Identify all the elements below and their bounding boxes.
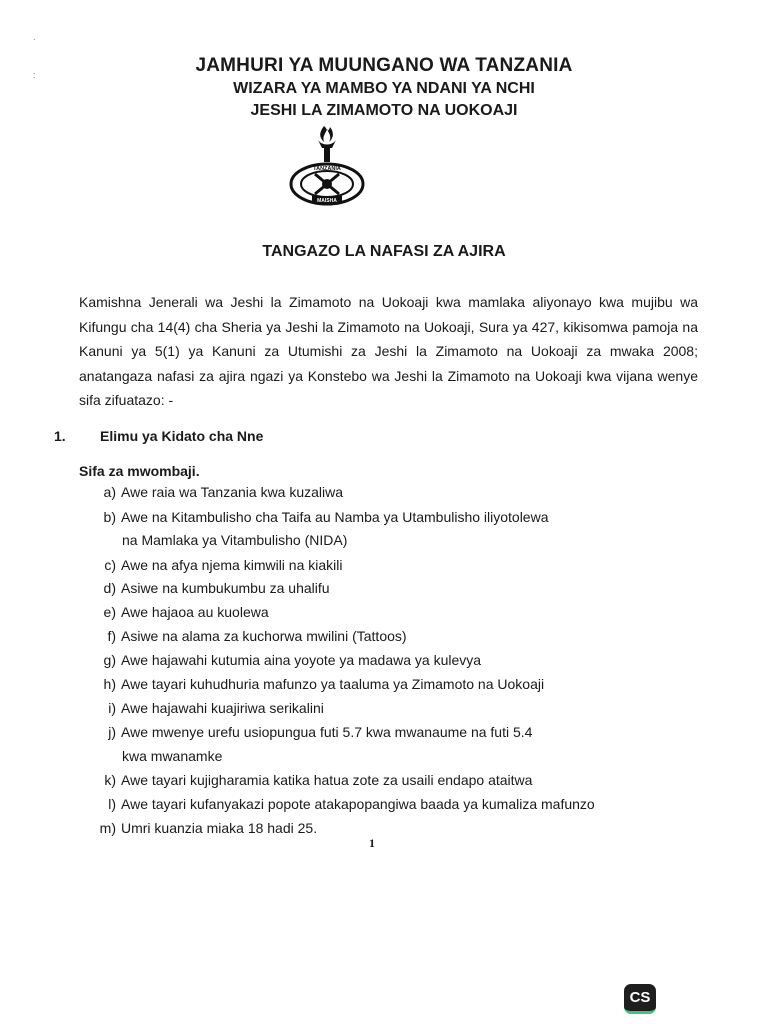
list-marker: h) xyxy=(103,676,116,692)
list-marker: c) xyxy=(104,557,116,573)
list-item-text: Awe mwenye urefu usiopungua futi 5.7 kwa mwanaume na futi 5.4 xyxy=(121,724,533,740)
list-item-text: Awe tayari kujigharamia katika hatua zote za usaili endapo ataitwa xyxy=(121,772,533,788)
list-item-text: Awe hajawahi kuajiriwa serikalini xyxy=(121,700,324,716)
list-item-text: Umri kuanzia miaka 18 hadi 25. xyxy=(121,820,318,836)
list-marker: j) xyxy=(108,724,116,740)
section-title: Elimu ya Kidato cha Nne xyxy=(100,428,264,444)
margin-mark: . xyxy=(33,32,36,42)
list-item xyxy=(79,482,343,502)
list-item xyxy=(79,722,532,742)
list-item xyxy=(79,818,317,838)
list-marker: i) xyxy=(108,700,116,716)
camscanner-logo-icon: CS xyxy=(624,984,656,1014)
list-item xyxy=(79,626,407,646)
list-item-text: Awe raia wa Tanzania kwa kuzaliwa xyxy=(121,484,344,500)
list-item-continuation: na Mamlaka ya Vitambulisho (NIDA) xyxy=(122,532,348,548)
department-title: JESHI LA ZIMAMOTO NA UOKOAJI xyxy=(250,102,518,119)
list-marker: m) xyxy=(99,820,116,836)
list-marker: a) xyxy=(103,484,116,500)
announcement-title: TANGAZO LA NAFASI ZA AJIRA xyxy=(262,243,506,260)
list-item xyxy=(79,794,595,814)
list-item-text: Awe hajaoa au kuolewa xyxy=(121,604,269,620)
emblem-ring-text: TANZANIA xyxy=(313,166,341,172)
list-item-text: Asiwe na alama za kuchorwa mwilini (Tattoos) xyxy=(121,628,407,644)
list-item xyxy=(79,698,324,718)
list-item xyxy=(79,555,343,575)
list-item-text: Awe tayari kuhudhuria mafunzo ya taaluma ya Zimamoto na Uokoaji xyxy=(121,676,545,692)
list-item-text: Awe tayari kufanyakazi popote atakapopangiwa baada ya kumaliza mafunzo xyxy=(121,796,595,812)
list-marker: d) xyxy=(103,580,116,596)
list-marker: e) xyxy=(103,604,116,620)
list-item xyxy=(79,650,481,670)
list-item xyxy=(79,602,269,622)
list-marker: b) xyxy=(103,509,116,525)
list-item xyxy=(79,578,330,598)
list-item xyxy=(79,770,532,790)
ministry-title: WIZARA YA MAMBO YA NDANI YA NCHI xyxy=(233,80,535,97)
list-item-text: Awe na Kitambulisho cha Taifa au Namba ya Utambulisho iliyotolewa xyxy=(121,509,549,525)
requirements-heading: Sifa za mwombaji. xyxy=(79,463,200,479)
list-item-continuation: kwa mwanamke xyxy=(122,748,223,764)
list-marker: k) xyxy=(104,772,116,788)
section-number: 1. xyxy=(54,428,66,444)
list-item-text: Awe hajawahi kutumia aina yoyote ya madawa ya kulevya xyxy=(121,652,482,668)
list-marker: g) xyxy=(103,652,116,668)
document-header xyxy=(0,54,768,122)
list-marker: f) xyxy=(107,628,116,644)
republic-title: JAMHURI YA MUUNGANO WA TANZANIA xyxy=(195,55,573,76)
fire-rescue-emblem-icon xyxy=(282,124,372,208)
intro-paragraph: Kamishna Jenerali wa Jeshi la Zimamoto na Uokoaji kwa mamlaka aliyonayo kwa mujibu wa Kifungu cha 14(4) cha Sheria ya Jeshi la Zimamoto na Uokoaji, Sura ya 427, kikisomwa pamoja na Kanuni ya 5(1) ya Kanuni za Utumishi za Jeshi la Zimamoto na Uokoaji za mwaka 2008; anatangaza nafasi za ajira ngazi ya Konstebo wa Jeshi la Zimamoto na Uokoaji kwa vijana wenye sifa zifuatazo: - xyxy=(79,294,698,408)
list-item-text: Asiwe na kumbukumbu za uhalifu xyxy=(121,580,330,596)
list-marker: l) xyxy=(108,796,116,812)
page-number: 1 xyxy=(369,836,375,850)
list-item xyxy=(79,674,544,694)
emblem-motto: MAISHA xyxy=(317,198,337,204)
list-item-text: Awe na afya njema kimwili na kiakili xyxy=(121,557,343,573)
list-item xyxy=(79,507,549,527)
margin-mark: : xyxy=(33,70,36,80)
